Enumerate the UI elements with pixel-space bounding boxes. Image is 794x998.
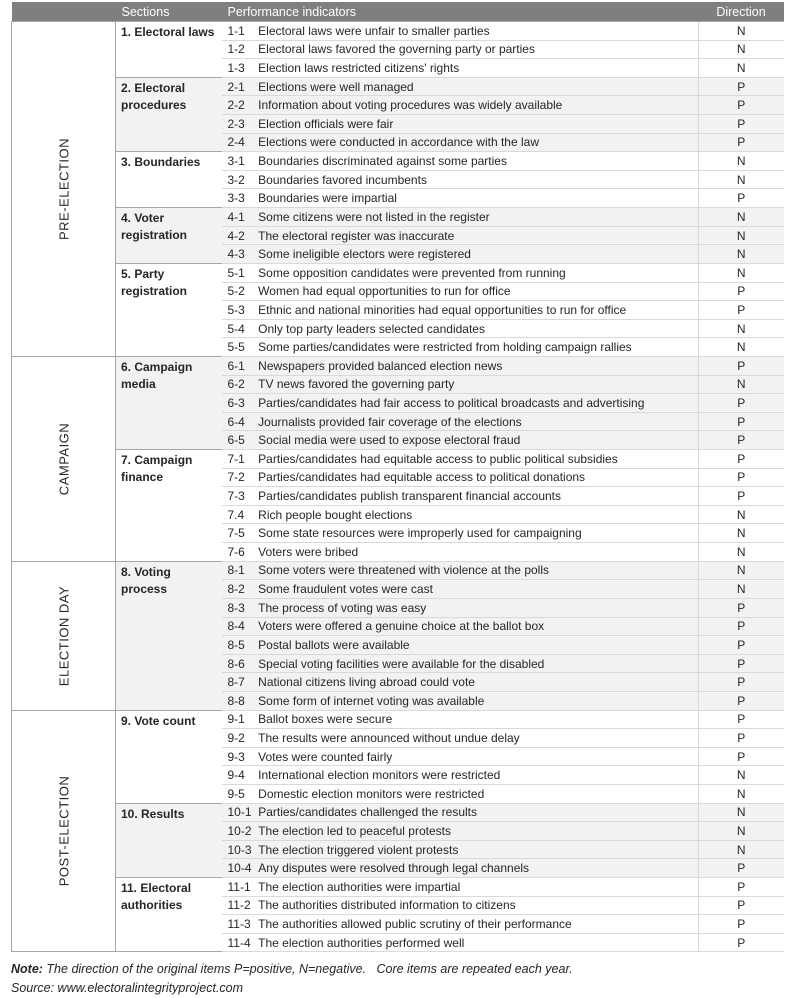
direction-cell: P [699, 77, 784, 96]
indicator-code: 10-1 [227, 805, 252, 820]
indicator-code: 5-1 [227, 265, 245, 280]
indicator-cell [222, 338, 699, 357]
direction-cell: P [699, 915, 784, 934]
indicator-code: 3-2 [227, 172, 245, 187]
phase-cell [12, 710, 116, 952]
phase-cell [12, 356, 116, 561]
indicator-cell [222, 543, 699, 562]
indicator-cell [222, 636, 699, 655]
indicator-text: The authorities distributed information to citizens [258, 898, 516, 913]
indicator-cell [222, 729, 699, 748]
indicator-code: 11-1 [227, 879, 251, 894]
indicator-text: Some parties/candidates were restricted from holding campaign rallies [258, 340, 632, 355]
indicator-code: 11-3 [227, 917, 251, 932]
indicator-cell [222, 803, 699, 822]
indicator-text: The process of voting was easy [258, 600, 427, 615]
phase-cell [12, 561, 116, 710]
indicator-code: 10-3 [227, 842, 252, 857]
indicator-text: Election laws restricted citizens' rights [258, 61, 460, 76]
direction-cell: N [699, 375, 784, 394]
indicator-code: 4-3 [227, 247, 245, 262]
direction-cell: N [699, 152, 784, 171]
indicator-code: 1-1 [227, 23, 245, 38]
indicator-text: Only top party leaders selected candidates [258, 321, 485, 336]
phase-label: CAMPAIGN [56, 422, 71, 496]
direction-cell: P [699, 189, 784, 208]
indicator-code: 1-3 [227, 61, 245, 76]
indicator-text: The electoral register was inaccurate [258, 228, 455, 243]
direction-cell: P [699, 747, 784, 766]
indicator-code: 8-4 [227, 619, 245, 634]
indicator-cell [222, 431, 699, 450]
direction-cell: N [699, 338, 784, 357]
direction-cell: N [699, 840, 784, 859]
direction-cell: P [699, 933, 784, 952]
header-phase [12, 2, 116, 22]
direction-cell: N [699, 561, 784, 580]
indicator-text: The election authorities were impartial [258, 879, 461, 894]
note-text: The direction of the original items P=positive, N=negative. [42, 962, 367, 976]
note-extra: Core items are repeated each year. [376, 962, 573, 976]
indicator-code: 8-8 [227, 693, 245, 708]
indicator-code: 7-2 [227, 470, 245, 485]
indicator-cell [222, 859, 699, 878]
indicator-cell [222, 505, 699, 524]
indicator-cell [222, 598, 699, 617]
indicator-text: Some form of internet voting was available [258, 693, 485, 708]
indicator-cell [222, 654, 699, 673]
indicator-code: 11-2 [227, 898, 251, 913]
direction-cell: N [699, 524, 784, 543]
direction-cell: N [699, 208, 784, 227]
indicator-text: Parties/candidates had equitable access to public political subsidies [258, 451, 618, 466]
direction-cell: N [699, 40, 784, 59]
header-direction: Direction [699, 2, 784, 22]
indicator-code: 7.4 [227, 507, 245, 522]
footer-note [11, 960, 573, 979]
table-row [12, 878, 784, 897]
indicator-cell [222, 933, 699, 952]
indicator-text: Some state resources were improperly used for campaigning [258, 526, 582, 541]
indicator-text: Votes were counted fairly [258, 749, 393, 764]
indicator-text: The authorities allowed public scrutiny of their performance [258, 917, 572, 932]
indicator-cell [222, 22, 699, 41]
indicator-text: Some citizens were not listed in the register [258, 209, 490, 224]
indicator-cell [222, 40, 699, 59]
direction-cell: N [699, 580, 784, 599]
indicator-text: The results were announced without undue delay [258, 730, 520, 745]
indicator-cell [222, 487, 699, 506]
indicator-text: Voters were offered a genuine choice at the ballot box [258, 619, 545, 634]
table-row [12, 710, 784, 729]
indicator-text: Some fraudulent votes were cast [258, 582, 433, 597]
indicator-cell [222, 673, 699, 692]
direction-cell: P [699, 282, 784, 301]
indicator-cell [222, 189, 699, 208]
footer [11, 960, 573, 998]
header-sections: Sections [116, 2, 222, 22]
section-label: 10. Results [116, 803, 222, 877]
indicator-cell [222, 691, 699, 710]
indicator-text: International election monitors were restricted [258, 768, 501, 783]
indicator-code: 5-5 [227, 340, 245, 355]
table-row [12, 263, 784, 282]
table-row [12, 356, 784, 375]
indicator-cell [222, 450, 699, 469]
section-label: 2. Electoral procedures [116, 77, 222, 151]
indicator-code: 2-2 [227, 98, 245, 113]
indicator-code: 9-2 [227, 730, 245, 745]
direction-cell: N [699, 170, 784, 189]
direction-cell: P [699, 673, 784, 692]
direction-cell: P [699, 859, 784, 878]
direction-cell: N [699, 59, 784, 78]
indicator-cell [222, 896, 699, 915]
section-label: 7. Campaign finance [116, 450, 222, 562]
indicator-code: 9-5 [227, 786, 245, 801]
indicator-code: 3-1 [227, 154, 245, 169]
direction-cell: N [699, 784, 784, 803]
indicator-text: Parties/candidates had equitable access to political donations [258, 470, 586, 485]
indicator-cell [222, 301, 699, 320]
direction-cell: P [699, 636, 784, 655]
indicator-cell [222, 784, 699, 803]
indicator-code: 7-3 [227, 489, 245, 504]
indicator-code: 5-2 [227, 284, 245, 299]
section-label: 3. Boundaries [116, 152, 222, 208]
indicator-code: 4-1 [227, 209, 245, 224]
indicator-cell [222, 319, 699, 338]
indicator-text: Electoral laws favored the governing party or parties [258, 42, 535, 57]
indicator-text: Voters were bribed [258, 544, 359, 559]
note-label: Note: [11, 962, 43, 976]
section-label: 1. Electoral laws [116, 22, 222, 78]
indicator-code: 5-4 [227, 321, 245, 336]
section-label: 6. Campaign media [116, 356, 222, 449]
header-indicators: Performance indicators [222, 2, 699, 22]
direction-cell: P [699, 394, 784, 413]
section-label: 9. Vote count [116, 710, 222, 803]
indicator-code: 8-3 [227, 600, 245, 615]
section-label: 5. Party registration [116, 263, 222, 356]
indicator-text: Information about voting procedures was widely available [258, 98, 563, 113]
indicator-text: Some voters were threatened with violence at the polls [258, 563, 549, 578]
indicator-cell [222, 59, 699, 78]
section-label: 8. Voting process [116, 561, 222, 710]
table-row [12, 561, 784, 580]
indicator-code: 4-2 [227, 228, 245, 243]
indicator-cell [222, 356, 699, 375]
indicator-cell [222, 878, 699, 897]
direction-cell: P [699, 617, 784, 636]
indicator-code: 3-3 [227, 191, 245, 206]
indicator-cell [222, 170, 699, 189]
indicator-cell [222, 747, 699, 766]
indicator-text: Journalists provided fair coverage of the elections [258, 414, 522, 429]
indicator-cell [222, 915, 699, 934]
indicator-code: 9-4 [227, 768, 245, 783]
indicator-text: Parties/candidates had fair access to political broadcasts and advertising [258, 395, 645, 410]
indicator-code: 5-3 [227, 302, 245, 317]
indicator-cell [222, 208, 699, 227]
direction-cell: N [699, 226, 784, 245]
indicator-code: 11-4 [227, 935, 251, 950]
direction-cell: P [699, 431, 784, 450]
indicator-cell [222, 133, 699, 152]
indicator-text: Rich people bought elections [258, 507, 413, 522]
indicator-text: Boundaries were impartial [258, 191, 397, 206]
direction-cell: N [699, 803, 784, 822]
indicator-cell [222, 524, 699, 543]
indicator-code: 6-3 [227, 395, 245, 410]
indicator-cell [222, 245, 699, 264]
direction-cell: N [699, 263, 784, 282]
direction-cell: N [699, 245, 784, 264]
table-row [12, 77, 784, 96]
indicator-code: 7-6 [227, 544, 245, 559]
direction-cell: P [699, 96, 784, 115]
indicator-text: Parties/candidates challenged the results [258, 805, 478, 820]
indicator-code: 7-5 [227, 526, 245, 541]
indicator-cell [222, 710, 699, 729]
indicator-cell [222, 394, 699, 413]
indicator-code: 9-3 [227, 749, 245, 764]
indicator-text: The election led to peaceful protests [258, 824, 451, 838]
indicator-text: National citizens living abroad could vote [258, 675, 475, 690]
table-row [12, 208, 784, 227]
indicator-text: Electoral laws were unfair to smaller parties [258, 23, 490, 38]
table-row [12, 450, 784, 469]
indicator-code: 8-5 [227, 637, 245, 652]
direction-cell: P [699, 487, 784, 506]
direction-cell: N [699, 543, 784, 562]
footer-source: Source: www.electoralintegrityproject.com [11, 981, 244, 995]
direction-cell: P [699, 412, 784, 431]
indicator-cell [222, 561, 699, 580]
direction-cell: P [699, 356, 784, 375]
indicator-cell [222, 77, 699, 96]
indicator-text: Ballot boxes were secure [258, 712, 393, 727]
indicator-text: Some ineligible electors were registered [258, 247, 471, 262]
indicator-text: Any disputes were resolved through legal channels [258, 861, 530, 876]
indicator-text: Parties/candidates publish transparent financial accounts [258, 489, 562, 504]
direction-cell: P [699, 878, 784, 897]
indicator-text: The election triggered violent protests [258, 842, 459, 857]
indicator-cell [222, 115, 699, 134]
direction-cell: N [699, 766, 784, 785]
direction-cell: P [699, 710, 784, 729]
indicator-code: 2-1 [227, 79, 245, 94]
indicator-cell [222, 617, 699, 636]
indicator-cell [222, 226, 699, 245]
direction-cell: P [699, 450, 784, 469]
indicator-cell [222, 822, 699, 841]
indicator-code: 10-2 [227, 824, 252, 838]
phase-label: ELECTION DAY [56, 585, 71, 686]
indicator-cell [222, 96, 699, 115]
table-row [12, 22, 784, 41]
indicator-text: Domestic election monitors were restricted [258, 786, 485, 801]
indicator-cell [222, 468, 699, 487]
indicator-text: Some opposition candidates were prevented from running [258, 265, 566, 280]
indicator-text: Social media were used to expose electoral fraud [258, 433, 521, 448]
phase-label: POST-ELECTION [56, 775, 71, 887]
indicator-cell [222, 412, 699, 431]
indicators-table [11, 2, 784, 952]
direction-cell: N [699, 319, 784, 338]
direction-cell: P [699, 133, 784, 152]
indicator-text: Election officials were fair [258, 116, 394, 131]
indicator-code: 9-1 [227, 712, 245, 727]
indicator-code: 2-4 [227, 135, 245, 150]
indicator-text: Elections were conducted in accordance with the law [258, 135, 539, 150]
indicator-text: Ethnic and national minorities had equal opportunities to run for office [258, 302, 627, 317]
direction-cell: P [699, 896, 784, 915]
phase-label: PRE-ELECTION [56, 137, 71, 241]
indicator-cell [222, 840, 699, 859]
section-label: 11. Electoral authorities [116, 878, 222, 952]
direction-cell: N [699, 822, 784, 841]
direction-cell: P [699, 654, 784, 673]
table-row [12, 152, 784, 171]
direction-cell: P [699, 691, 784, 710]
indicator-text: Boundaries favored incumbents [258, 172, 427, 187]
indicator-text: Special voting facilities were available for the disabled [258, 656, 545, 671]
indicator-text: The election authorities performed well [258, 935, 465, 950]
direction-cell: P [699, 301, 784, 320]
direction-cell: N [699, 505, 784, 524]
table-body [12, 22, 784, 952]
direction-cell: P [699, 115, 784, 134]
indicator-code: 8-1 [227, 563, 245, 578]
indicator-cell [222, 282, 699, 301]
indicator-cell [222, 580, 699, 599]
phase-cell [12, 22, 116, 357]
indicator-text: Postal ballots were available [258, 637, 410, 652]
direction-cell: P [699, 729, 784, 748]
indicator-code: 6-1 [227, 358, 245, 373]
document [11, 2, 783, 952]
direction-cell: N [699, 22, 784, 41]
table-row [12, 803, 784, 822]
indicator-text: Elections were well managed [258, 79, 414, 94]
direction-cell: P [699, 598, 784, 617]
direction-cell: P [699, 468, 784, 487]
indicator-cell [222, 263, 699, 282]
indicator-cell [222, 766, 699, 785]
table-header-row [12, 2, 784, 22]
indicator-code: 2-3 [227, 116, 245, 131]
indicator-code: 10-4 [227, 861, 252, 876]
indicator-text: TV news favored the governing party [258, 377, 455, 392]
indicator-code: 8-7 [227, 675, 245, 690]
indicator-code: 8-6 [227, 656, 245, 671]
indicator-text: Boundaries discriminated against some parties [258, 154, 507, 169]
indicator-code: 6-2 [227, 377, 245, 392]
indicator-text: Women had equal opportunities to run for office [258, 284, 511, 299]
indicator-text: Newspapers provided balanced election news [258, 358, 503, 373]
indicator-cell [222, 152, 699, 171]
indicator-cell [222, 375, 699, 394]
indicator-code: 1-2 [227, 42, 245, 57]
indicator-code: 8-2 [227, 582, 245, 597]
indicator-code: 7-1 [227, 451, 245, 466]
indicator-code: 6-4 [227, 414, 245, 429]
section-label: 4. Voter registration [116, 208, 222, 264]
indicator-code: 6-5 [227, 433, 245, 448]
